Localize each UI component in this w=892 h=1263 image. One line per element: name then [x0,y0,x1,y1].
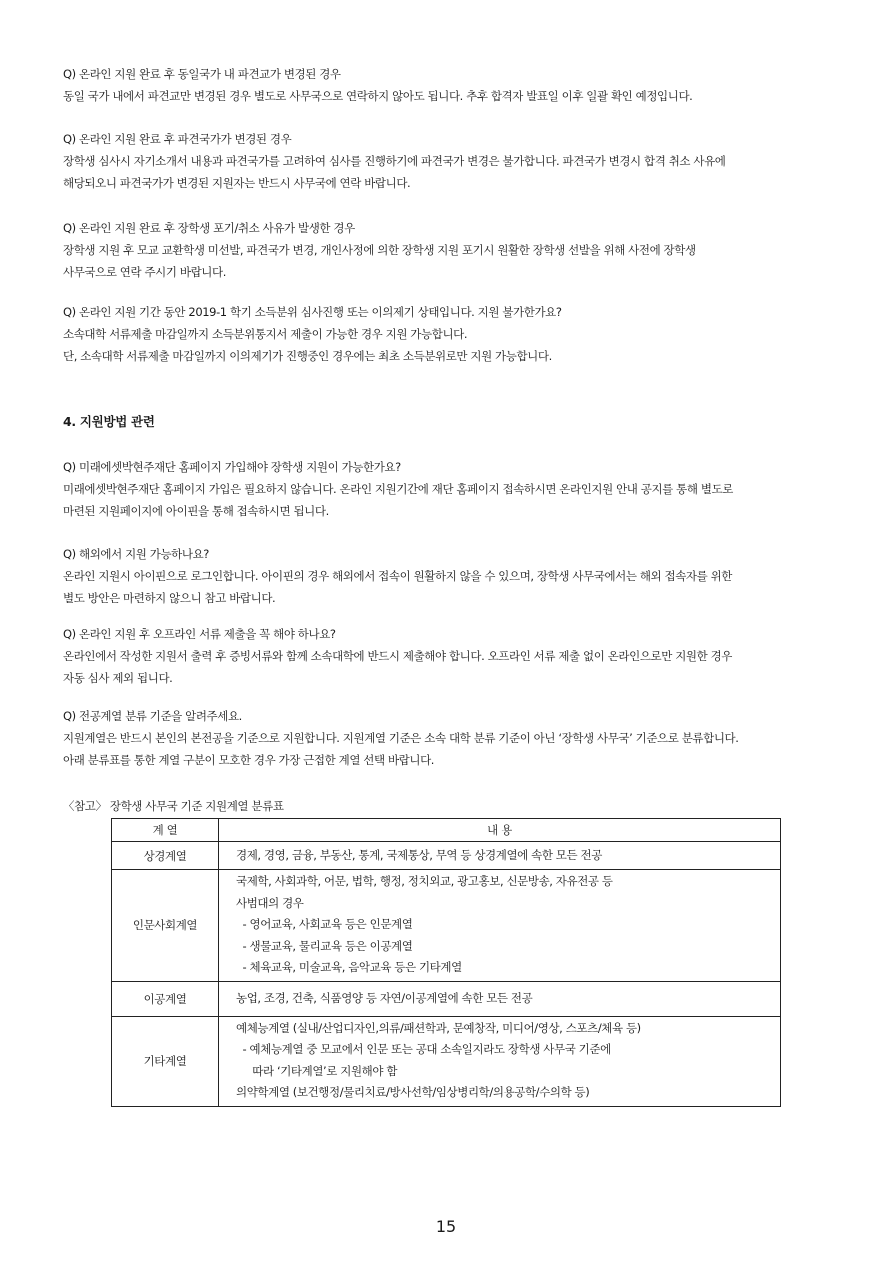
qa-item [63,128,823,194]
answer-line: 지원계열은 반드시 본인의 본전공을 기준으로 지원합니다. 지원계열 기준은 소속 대학 분류 기준이 아닌 ‘장학생 사무국’ 기준으로 분류합니다. [63,731,739,745]
content-line: 경제, 경영, 금융, 부동산, 통계, 국제통상, 무역 등 상경계열에 속한 모든 전공 [236,847,602,862]
content-cell [219,981,781,1016]
table-row [112,1016,781,1106]
category-cell: 기타계열 [112,1016,219,1106]
question: Q) 미래에셋박현주재단 홈페이지 가입해야 장학생 지원이 가능한가요? [63,460,401,474]
question: Q) 온라인 지원 완료 후 동일국가 내 파견교가 변경된 경우 [63,67,341,81]
question: Q) 온라인 지원 완료 후 파견국가가 변경된 경우 [63,132,292,146]
qa-item [63,705,823,771]
table-row [112,870,781,982]
content-line: - 체육교육, 미술교육, 음악교육 등은 기타계열 [236,960,462,974]
classification-table [111,818,781,1107]
header-category: 계 열 [112,819,219,842]
content-line: - 영어교육, 사회교육 등은 인문계열 [236,917,413,931]
answer-line: 아래 분류표를 통한 계열 구분이 모호한 경우 가장 근접한 계열 선택 바랍니다. [63,753,435,767]
content-line: - 생물교육, 물리교육 등은 이공계열 [236,938,413,953]
question: Q) 온라인 지원 완료 후 장학생 포기/취소 사유가 발생한 경우 [63,221,355,235]
question: Q) 온라인 지원 후 오프라인 서류 제출을 꼭 해야 하나요? [63,627,336,641]
answer-line: 별도 방안은 마련하지 않으니 참고 바랍니다. [63,591,276,605]
question: Q) 전공계열 분류 기준을 알려주세요. [63,709,242,723]
header-content: 내 용 [219,819,781,842]
answer-line: 동일 국가 내에서 파견교만 변경된 경우 별도로 사무국으로 연락하지 않아도 됩니다. 추후 합격자 발표일 이후 일괄 확인 예정입니다. [63,89,693,103]
content-line: 사범대의 경우 [236,895,304,910]
answer-line: 온라인 지원시 아이핀으로 로그인합니다. 아이핀의 경우 해외에서 접속이 원활하지 않을 수 있으며, 장학생 사무국에서는 해외 접속자를 위한 [63,569,733,583]
page-number: 15 [435,1217,457,1236]
table-caption: 〈참고〉 장학생 사무국 기준 지원계열 분류표 [63,799,284,813]
table-row [112,981,781,1016]
category-cell: 인문사회계열 [112,870,219,982]
answer-line: 온라인에서 작성한 지원서 출력 후 증빙서류와 함께 소속대학에 반드시 제출해야 합니다. 오프라인 서류 제출 없이 온라인으로만 지원한 경우 [63,649,733,663]
qa-item [63,63,823,107]
content-cell [219,1016,781,1106]
table-row [112,842,781,870]
category-cell: 이공계열 [112,981,219,1016]
answer-line: 단, 소속대학 서류제출 마감일까지 이의제기가 진행중인 경우에는 최초 소득분위로만 지원 가능합니다. [63,349,552,363]
content-line: - 예체능계열 중 모교에서 인문 또는 공대 소속일지라도 장학생 사무국 기준에 [236,1042,611,1056]
qa-item [63,623,823,689]
content-line: 따라 ‘기타계열’로 지원해야 함 [236,1063,398,1078]
content-line: 농업, 조경, 건축, 식품영양 등 자연/이공계열에 속한 모든 전공 [236,990,533,1005]
answer-line: 해당되오니 파견국가가 변경된 지원자는 반드시 사무국에 연락 바랍니다. [63,176,411,190]
content-line: 의약학계열 (보건행정/물리치료/방사선학/임상병리학/의용공학/수의학 등) [236,1085,590,1099]
content-cell [219,842,781,870]
answer-line: 소속대학 서류제출 마감일까지 소득분위통지서 제출이 가능한 경우 지원 가능합니다. [63,327,468,341]
answer-line: 장학생 지원 후 모교 교환학생 미선발, 파견국가 변경, 개인사정에 의한 장학생 지원 포기시 원활한 장학생 선발을 위해 사전에 장학생 [63,243,696,257]
content-line: 예체능계열 (실내/산업디자인,의류/패션학과, 문예창작, 미디어/영상, 스포츠/체육 등) [236,1020,641,1035]
content-line: 국제학, 사회과학, 어문, 법학, 행정, 정치외교, 광고홍보, 신문방송, 자유전공 등 [236,874,613,888]
answer-line: 장학생 심사시 자기소개서 내용과 파견국가를 고려하여 심사를 진행하기에 파견국가 변경은 불가합니다. 파견국가 변경시 합격 취소 사유에 [63,154,726,168]
qa-item [63,543,823,609]
table-header-row [112,819,781,842]
section-heading: 4. 지원방법 관련 [63,414,155,429]
question: Q) 온라인 지원 기간 동안 2019-1 학기 소득분위 심사진행 또는 이의제기 상태입니다. 지원 불가한가요? [63,305,562,319]
question: Q) 해외에서 지원 가능하나요? [63,547,210,561]
answer-line: 마련된 지원페이지에 아이핀을 통해 접속하시면 됩니다. [63,504,329,518]
category-cell: 상경계열 [112,842,219,870]
answer-line: 사무국으로 연락 주시기 바랍니다. [63,265,226,279]
qa-item [63,456,823,522]
answer-line: 자동 심사 제외 됩니다. [63,671,173,685]
qa-item [63,301,823,367]
answer-line: 미래에셋박현주재단 홈페이지 가입은 필요하지 않습니다. 온라인 지원기간에 재단 홈페이지 접속하시면 온라인지원 안내 공지를 통해 별도로 [63,482,733,496]
content-cell [219,870,781,982]
qa-item [63,217,823,283]
